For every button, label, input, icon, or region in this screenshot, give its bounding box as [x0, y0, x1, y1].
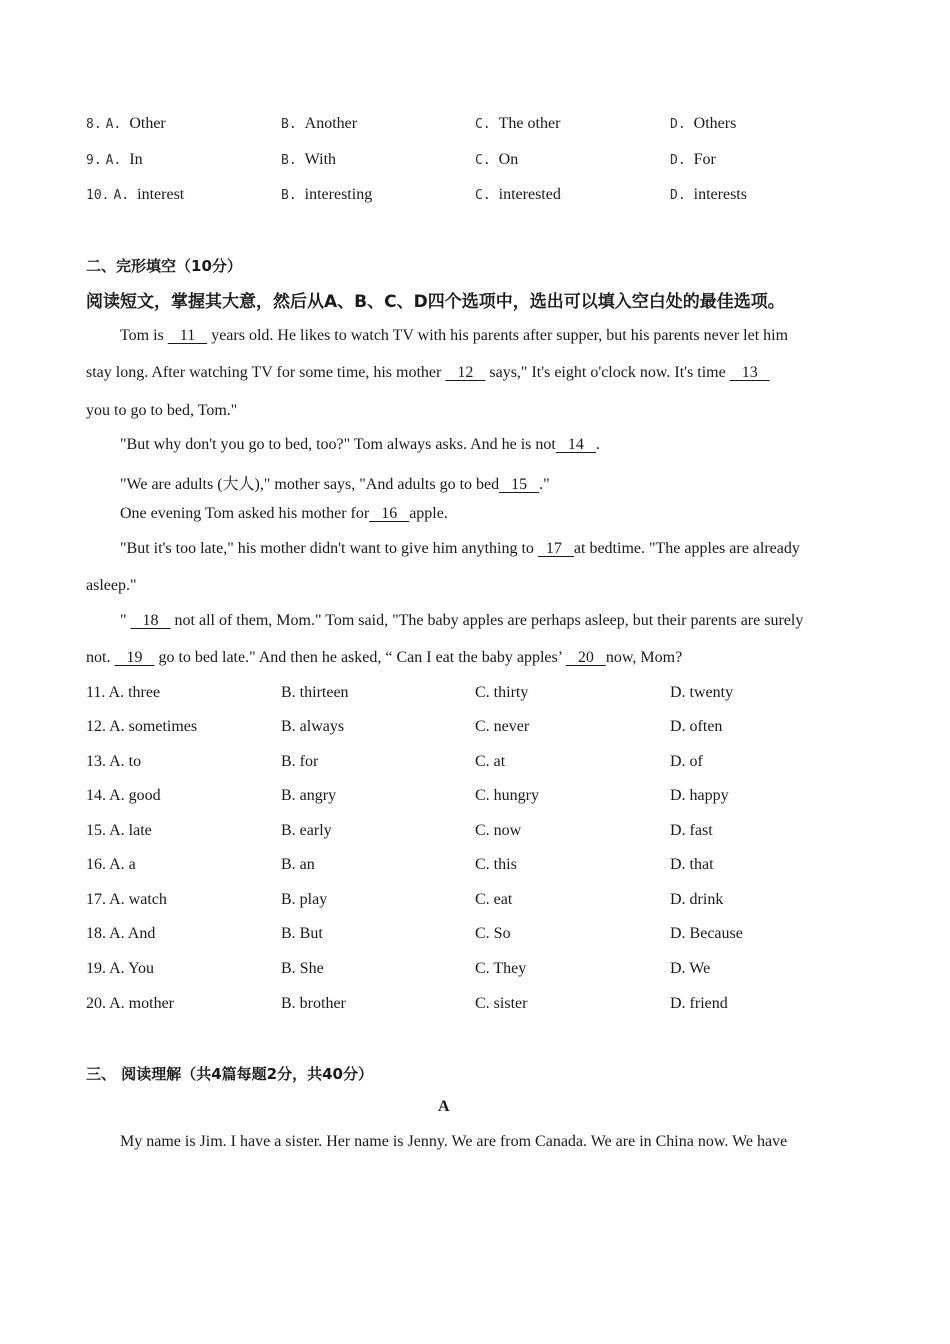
blank: 13 [729, 364, 770, 381]
mc-row [86, 151, 886, 175]
option-a: interest [137, 186, 185, 203]
passage-line: One evening Tom asked his mother for 16 apple. [120, 505, 448, 522]
option-letter: D. [670, 188, 686, 203]
passage-label: A [438, 1098, 450, 1115]
passage-line: Tom is 11 years old. He likes to watch TV with his parents after supper, but his parents never let him [120, 327, 789, 344]
cloze-option-row [86, 822, 886, 846]
question-number: 9. [86, 153, 102, 168]
question-number: 8. [86, 117, 102, 132]
option-b: interesting [304, 186, 373, 203]
option-c: C. sister [475, 995, 528, 1012]
passage-line: stay long. After watching TV for some time, his mother 12 says," It's eight o'clock now. It's time 13 [86, 364, 770, 381]
option-a: 16. A. a [86, 856, 136, 873]
mc-row [86, 186, 886, 210]
blank: 11 [167, 327, 208, 344]
passage-line: "But it's too late," his mother didn't want to give him anything to 17 at bedtime. "The apples are already [120, 540, 800, 557]
option-a: 12. A. sometimes [86, 718, 198, 735]
option-c: interested [498, 186, 561, 203]
blank: 15 [499, 476, 540, 493]
section-title: 二、完形填空（10分） [86, 257, 242, 275]
section-instruction: 阅读短文，掌握其大意，然后从A、B、C、D四个选项中，选出可以填入空白处的最佳选项。 [86, 292, 785, 312]
option-c: C. thirty [475, 684, 529, 701]
option-c: C. now [475, 822, 522, 839]
option-d: D. that [670, 856, 714, 873]
question-number: 10. [86, 188, 110, 203]
option-letter: B. [281, 117, 297, 132]
option-b: B. always [281, 718, 345, 735]
option-c: C. So [475, 925, 511, 942]
passage-line: not. 19 go to bed late." And then he asked, “ Can I eat the baby apples’ 20 now, Mom? [86, 649, 683, 666]
option-letter: B. [281, 188, 297, 203]
passage-line: asleep." [86, 577, 137, 594]
option-letter: B. [281, 153, 297, 168]
option-d: D. fast [670, 822, 713, 839]
option-b: B. an [281, 856, 315, 873]
option-letter: D. [670, 153, 686, 168]
option-letter: C. [475, 188, 491, 203]
option-d: D. drink [670, 891, 724, 908]
blank: 12 [445, 364, 486, 381]
option-a: 14. A. good [86, 787, 161, 804]
passage-line: you to go to bed, Tom." [86, 402, 238, 419]
option-letter: C. [475, 117, 491, 132]
option-b: B. But [281, 925, 323, 942]
option-a: 20. A. mother [86, 995, 174, 1012]
blank: 18 [130, 612, 171, 629]
option-d: D. twenty [670, 684, 734, 701]
cloze-option-row [86, 856, 886, 880]
option-c: C. never [475, 718, 530, 735]
section-title: 三、 阅读理解（共4篇每题2分，共40分） [86, 1065, 373, 1083]
option-d: D. happy [670, 787, 729, 804]
option-a: 18. A. And [86, 925, 156, 942]
option-b: With [304, 151, 337, 168]
option-c: On [498, 151, 519, 168]
passage-line: My name is Jim. I have a sister. Her name is Jenny. We are from Canada. We are in China now. We have [120, 1133, 788, 1150]
option-d: D. We [670, 960, 711, 977]
option-a: 11. A. three [86, 684, 161, 701]
cloze-option-row [86, 995, 886, 1019]
cloze-option-row [86, 960, 886, 984]
cloze-option-row [86, 753, 886, 777]
option-b: B. play [281, 891, 328, 908]
cloze-option-row [86, 891, 886, 915]
option-b: Another [304, 115, 358, 132]
option-c: C. They [475, 960, 527, 977]
option-a: 15. A. late [86, 822, 152, 839]
option-d: D. often [670, 718, 723, 735]
passage-line: "We are adults (大人)," mother says, "And adults go to bed 15 ." [120, 476, 550, 493]
option-b: B. thirteen [281, 684, 349, 701]
option-letter: A. [113, 188, 130, 203]
option-c: C. eat [475, 891, 513, 908]
mc-row [86, 115, 886, 139]
blank: 14 [555, 436, 596, 453]
option-d: D. Because [670, 925, 743, 942]
blank: 20 [565, 649, 606, 666]
option-d: Others [693, 115, 737, 132]
option-c: C. at [475, 753, 506, 770]
option-d: D. of [670, 753, 703, 770]
cloze-option-row [86, 684, 886, 708]
blank: 16 [369, 505, 410, 522]
passage-line: " 18 not all of them, Mom." Tom said, "The baby apples are perhaps asleep, but their parents are surely [120, 612, 804, 629]
cloze-option-row [86, 925, 886, 949]
blank: 19 [114, 649, 155, 666]
option-letter: D. [670, 117, 686, 132]
cloze-option-row [86, 787, 886, 811]
option-letter: A. [105, 153, 122, 168]
option-a: 17. A. watch [86, 891, 167, 908]
option-d: D. friend [670, 995, 728, 1012]
blank: 17 [537, 540, 574, 557]
option-c: C. this [475, 856, 517, 873]
option-c: The other [498, 115, 561, 132]
option-letter: C. [475, 153, 491, 168]
option-d: interests [693, 186, 747, 203]
option-d: For [693, 151, 716, 168]
option-letter: A. [105, 117, 122, 132]
option-b: B. brother [281, 995, 346, 1012]
cloze-option-row [86, 718, 886, 742]
option-c: C. hungry [475, 787, 539, 804]
option-a: 19. A. You [86, 960, 155, 977]
option-a: 13. A. to [86, 753, 142, 770]
passage-line: "But why don't you go to bed, too?" Tom always asks. And he is not 14 . [120, 436, 600, 453]
option-a: Other [129, 115, 166, 132]
option-b: B. for [281, 753, 319, 770]
option-a: In [129, 151, 143, 168]
option-b: B. early [281, 822, 332, 839]
option-b: B. angry [281, 787, 337, 804]
option-b: B. She [281, 960, 324, 977]
